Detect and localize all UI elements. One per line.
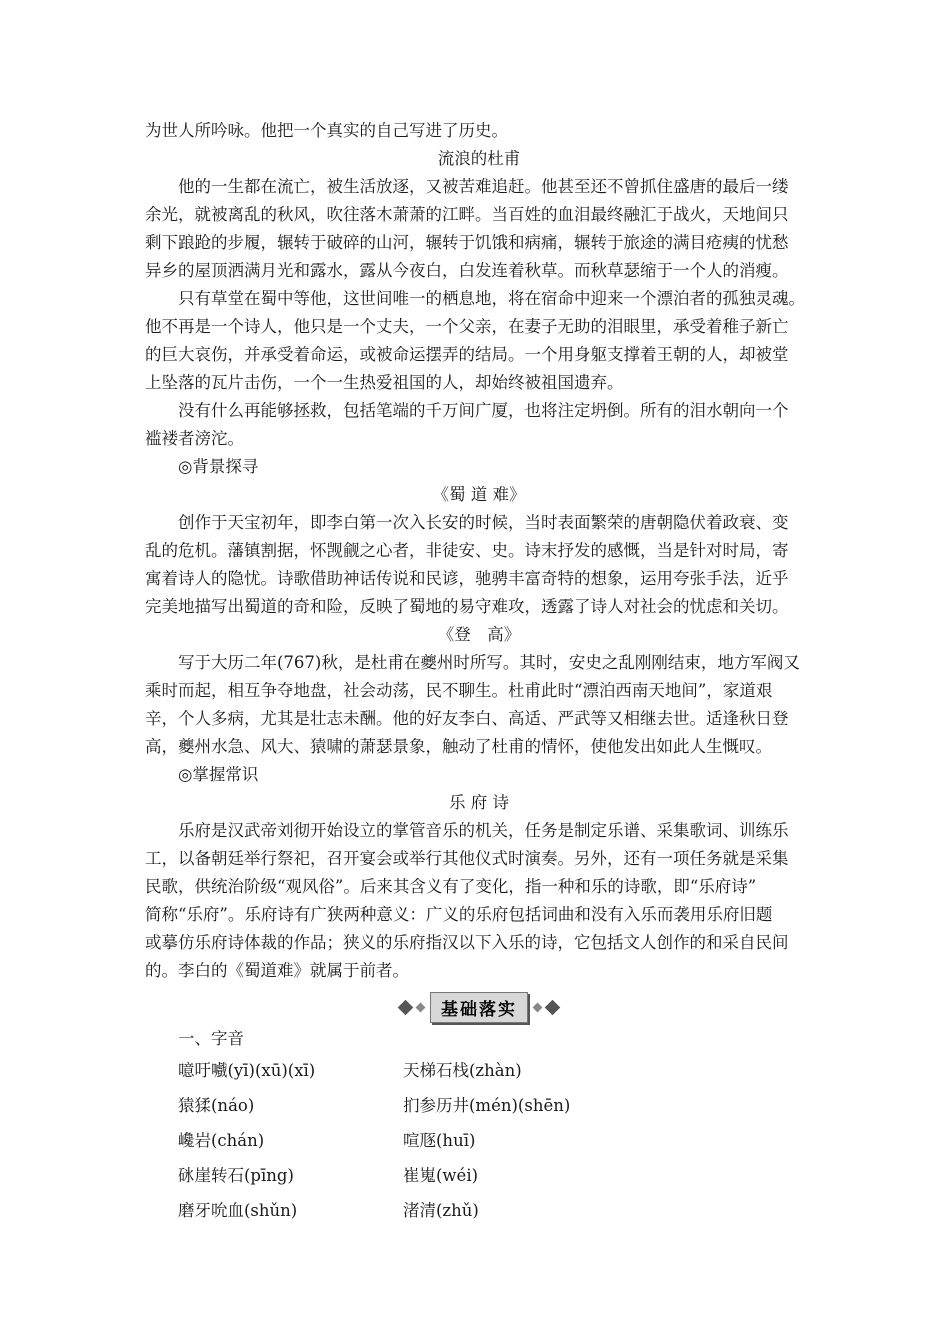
text-line: 辛，个人多病，尤其是壮志未酬。他的好友李白、高适、严武等又相继去世。适逢秋日登 — [145, 709, 789, 728]
text-line: 余光，就被离乱的秋风，吹往落木萧萧的江畔。当百姓的血泪最终融汇于战火，天地间只 — [145, 205, 789, 224]
section-heading-background: ◎背景探寻 — [178, 457, 259, 476]
vocab-entry: 噫吁嚱(yī)(xū)(xī) — [178, 1061, 316, 1080]
diamond-icon — [416, 1002, 426, 1012]
text-line: 的。李白的《蜀道难》就属于前者。 — [145, 961, 409, 980]
text-line: 他的一生都在流亡，被生活放逐，又被苦难追赶。他甚至还不曾抓住盛唐的最后一缕 — [178, 177, 789, 196]
text-line: 只有草堂在蜀中等他，这世间唯一的栖息地，将在宿命中迎来一个漂泊者的孤独灵魂。 — [178, 289, 805, 308]
section-title-wandering-dufu: 流浪的杜甫 — [437, 149, 521, 168]
vocab-entry: 扪参历井(mén)(shēn) — [403, 1096, 571, 1115]
text-line: 剩下踉跄的步履，辗转于破碎的山河，辗转于饥饿和病痛，辗转于旅途的满目疮痍的忧愁 — [145, 233, 789, 252]
list-item — [145, 1158, 813, 1193]
vocab-entry: 巉岩(chán) — [178, 1131, 265, 1150]
title-shudaonan: 《蜀 道 难》 — [432, 485, 526, 504]
list-item — [145, 1053, 813, 1088]
text-line: 上坠落的瓦片击伤，一个一生热爱祖国的人，却始终被祖国遗弃。 — [145, 373, 624, 392]
text-line: 乱的危机。藩镇割据，怀觊觎之心者，非徒安、史。诗末抒发的感慨，当是针对时局，寄 — [145, 541, 789, 560]
vocab-entry: 磨牙吮血(shǔn) — [178, 1201, 298, 1220]
diamond-icon — [545, 999, 561, 1015]
text-line: 高，夔州水急、风大、猿啸的萧瑟景象，触动了杜甫的情怀，使他发出如此人生慨叹。 — [145, 737, 772, 756]
section-heading-pronunciation: 一、字音 — [178, 1029, 244, 1048]
paragraph-wandering-3 — [145, 397, 813, 453]
text-line: 创作于天宝初年，即李白第一次入长安的时候，当时表面繁荣的唐朝隐伏着政衰、变 — [178, 513, 789, 532]
paragraph-denggao — [145, 649, 813, 761]
text-line: 寓着诗人的隐忧。诗歌借助神话传说和民谚，驰骋丰富奇特的想象，运用夸张手法，近乎 — [145, 569, 789, 588]
text-line: 民歌，供统治阶级“观风俗”。后来其含义有了变化，指一种和乐的诗歌，即“乐府诗” — [145, 877, 757, 896]
vocab-entry: 猿猱(náo) — [178, 1096, 255, 1115]
paragraph-yuefu — [145, 817, 813, 985]
paragraph-wandering-1 — [145, 173, 813, 285]
diamond-icon — [533, 1002, 543, 1012]
title-denggao: 《登 高》 — [437, 625, 521, 644]
text-line: 乘时而起，相互争夺地盘，社会动荡，民不聊生。杜甫此时“漂泊西南天地间”，家道艰 — [145, 681, 773, 700]
paragraph-shudaonan — [145, 509, 813, 621]
paragraph-continuation: 为世人所吟咏。他把一个真实的自己写进了历史。 — [145, 121, 508, 140]
list-item — [145, 1088, 813, 1123]
text-line: 工，以备朝廷举行祭祀，召开宴会或举行其他仪式时演奏。另外，还有一项任务就是采集 — [145, 849, 789, 868]
banner-title: 基础落实 — [430, 992, 528, 1023]
section-heading-knowledge: ◎掌握常识 — [178, 765, 259, 784]
vocab-entry: 砯崖转石(pīng) — [178, 1166, 294, 1185]
text-line: 他不再是一个诗人，他只是一个丈夫，一个父亲，在妻子无助的泪眼里，承受着稚子新亡 — [145, 317, 789, 336]
text-line: 乐府是汉武帝刘彻开始设立的掌管音乐的机关，任务是制定乐谱、采集歌词、训练乐 — [178, 821, 789, 840]
text-line: 没有什么再能够拯救，包括笔端的千万间广厦，也将注定坍倒。所有的泪水朝向一个 — [178, 401, 789, 420]
vocab-entry: 喧豗(huī) — [403, 1131, 476, 1150]
list-item — [145, 1123, 813, 1158]
pronunciation-list — [145, 1053, 813, 1228]
text-line: 的巨大哀伤，并承受着命运，或被命运摆弄的结局。一个用身躯支撑着王朝的人，却被堂 — [145, 345, 789, 364]
text-line: 写于大历二年(767)秋，是杜甫在夔州时所写。其时，安史之乱刚刚结束，地方军阀又 — [178, 653, 800, 672]
text-line: 完美地描写出蜀道的奇和险，反映了蜀地的易守难攻，透露了诗人对社会的忧虑和关切。 — [145, 597, 789, 616]
paragraph-wandering-2 — [145, 285, 813, 397]
text-line: 异乡的屋顶洒满月光和露水，露从今夜白，白发连着秋草。而秋草瑟缩于一个人的消瘦。 — [145, 261, 789, 280]
title-yuefu: 乐 府 诗 — [449, 793, 509, 812]
section-banner — [145, 989, 813, 1025]
vocab-entry: 渚清(zhǔ) — [403, 1201, 479, 1220]
text-line: 褴褛者滂沱。 — [145, 429, 244, 448]
list-item — [145, 1193, 813, 1228]
document-page — [145, 117, 813, 1228]
vocab-entry: 崔嵬(wéi) — [403, 1166, 479, 1185]
text-line: 简称“乐府”。乐府诗有广狭两种意义：广义的乐府包括词曲和没有入乐而袭用乐府旧题 — [145, 905, 773, 924]
text-line: 或摹仿乐府诗体裁的作品；狭义的乐府指汉以下入乐的诗，它包括文人创作的和采自民间 — [145, 933, 789, 952]
diamond-icon — [398, 999, 414, 1015]
vocab-entry: 天梯石栈(zhàn) — [403, 1061, 522, 1080]
